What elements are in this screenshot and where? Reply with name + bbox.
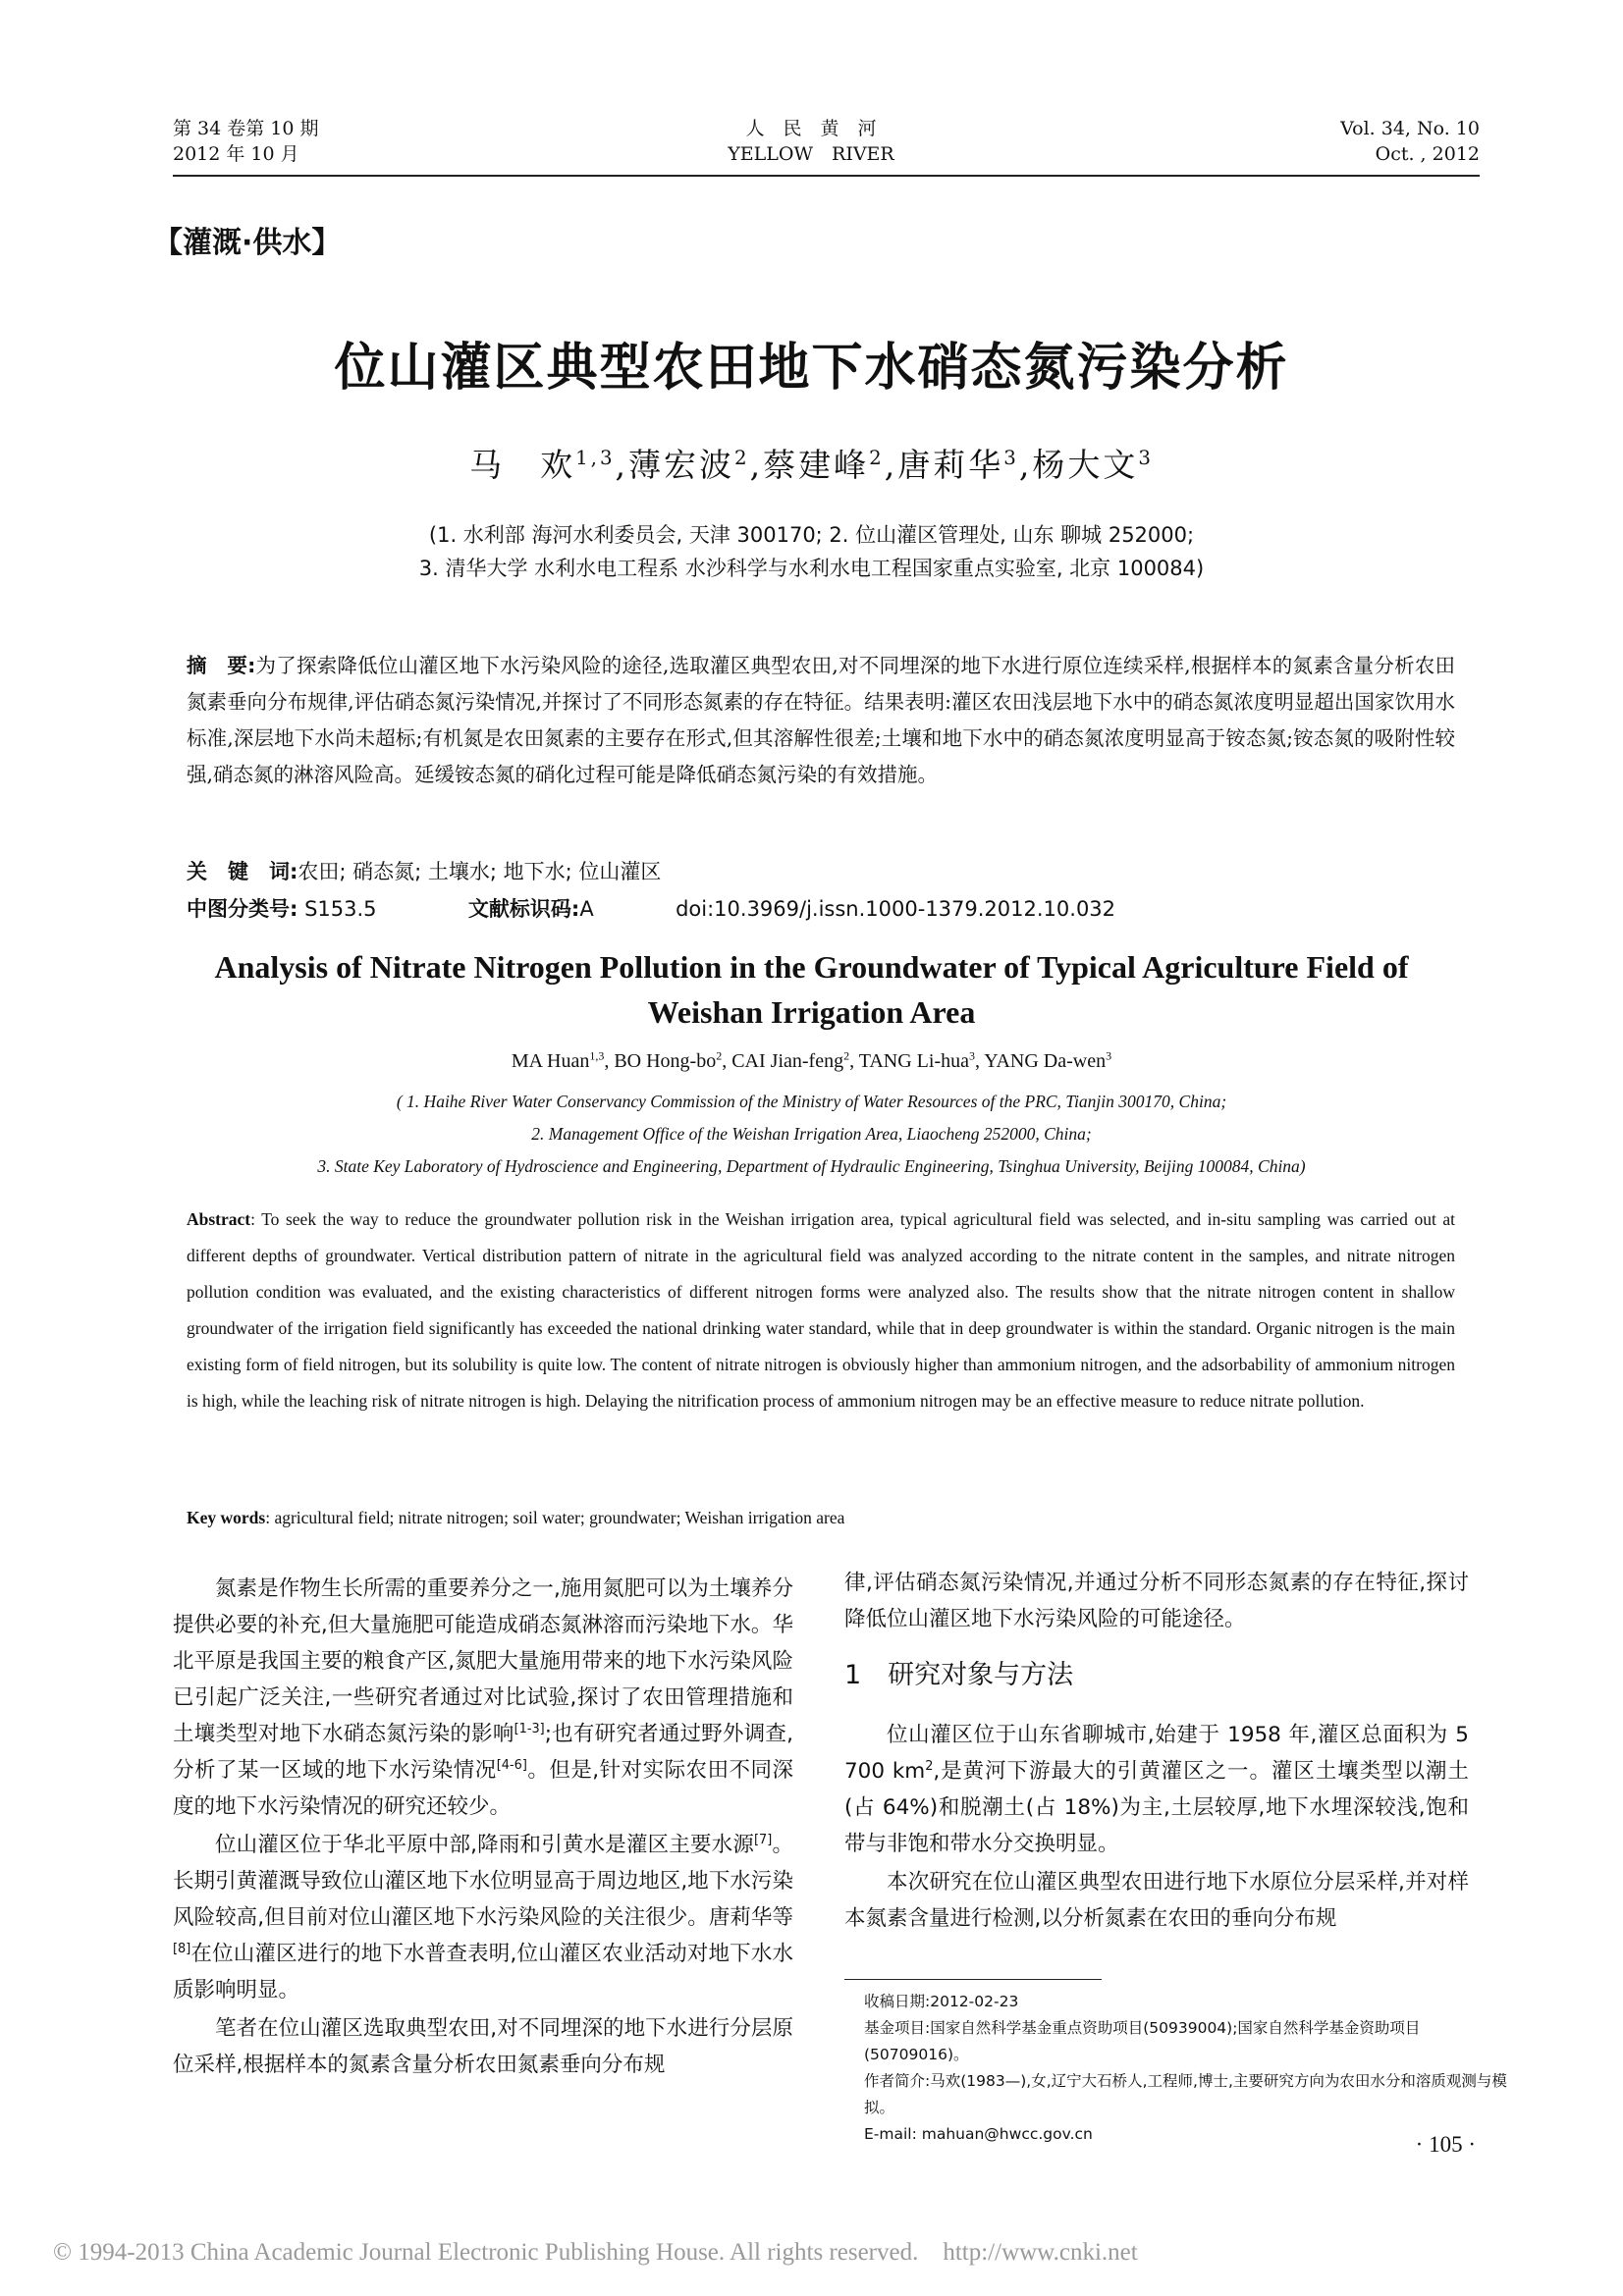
body-paragraph — [844, 1864, 1469, 1937]
english-title-line: Analysis of Nitrate Nitrogen Pollution in the Groundwater of Typical Agriculture Field of — [214, 949, 1409, 985]
author-en: BO Hong-bo — [614, 1050, 717, 1072]
header-journal — [615, 116, 1007, 167]
footnote-rule — [844, 1979, 1102, 1980]
header-rule — [173, 175, 1480, 177]
citation: [8] — [173, 1941, 191, 1956]
affiliations-en — [137, 1086, 1486, 1183]
body-paragraph — [173, 1827, 793, 2008]
keywords-en-text: : agricultural field; nitrate nitrogen; soil water; groundwater; Weishan irrigation area — [265, 1508, 845, 1527]
doi: doi:10.3969/j.issn.1000-1379.2012.10.032 — [676, 897, 1116, 921]
header-volume-en-line: Vol. 34, No. 10 — [1340, 118, 1480, 139]
english-title — [137, 944, 1486, 1035]
author-en-sup: 3 — [1106, 1048, 1112, 1063]
keywords-en-label: Key words — [187, 1508, 266, 1527]
page-title: 位山灌区典型农田地下水硝态氮污染分析 — [334, 339, 1289, 398]
authors-en: MA Huan$^{1,3}$, BO Hong-$bo^2$, CAI Jian-feng$^2$, TANG Li-hua$^3$, YANG Da-wen$^3$ — [511, 1048, 1112, 1072]
body-left-column — [173, 1571, 793, 2085]
body-text: 。长期引黄灌溉导致位山灌区地下水位明显高于周边地区,地下水污染风险较高,但目前对位山灌区地下水污染风险的关注很少。唐莉华等 — [173, 1833, 793, 1930]
body-text: 本次研究在位山灌区典型农田进行地下水原位分层采样,并对样本氮素含量进行检测,以分析氮素在农田的垂向分布规 — [844, 1870, 1469, 1931]
citation: [1-3] — [514, 1721, 545, 1736]
body-paragraph — [173, 1571, 793, 1825]
body-text: ,是黄河下游最大的引黄灌区之一。灌区土壤类型以潮土(占 64%)和脱潮土(占 18%)为主,土层较厚,地下水埋深较浅,饱和带与非饱和带水分交换明显。 — [844, 1759, 1469, 1856]
clc-value: S153.5 — [304, 897, 377, 921]
author-cn: 薄宏波 — [628, 446, 735, 484]
citation: [4-6] — [496, 1757, 527, 1773]
author-en-sup: 1,3 — [589, 1048, 605, 1063]
body-text: 笔者在位山灌区选取典型农田,对不同埋深的地下水进行分层原位采样,根据样本的氮素含量分析农田氮素垂向分布规 — [173, 2016, 793, 2077]
header-volume-cn: 第 34 卷第 10 期 — [173, 118, 319, 139]
keywords-en — [187, 1500, 1455, 1536]
body-text: ;也有研究者通过野外调查,分析了某一区域的地下水污染情况 — [173, 1722, 793, 1783]
header-date-en: Oct. , 2012 — [1375, 143, 1480, 165]
superscript: 2 — [925, 1758, 934, 1774]
keywords-cn-label: 关 键 词: — [187, 860, 298, 883]
body-text: 。但是,针对实际农田不同深度的地下水污染情况的研究还较少。 — [173, 1758, 793, 1819]
abstract-cn-label: 摘 要: — [187, 654, 256, 677]
footnote-fund: 基金项目:国家自然科学基金重点资助项目(50939004);国家自然科学基金资助项目(50709016)。 — [864, 2019, 1421, 2063]
author-en: MA Huan — [511, 1050, 590, 1072]
body-text: 律,评估硝态氮污染情况,并通过分析不同形态氮素的存在特征,探讨降低位山灌区地下水污染风险的可能途径。 — [844, 1571, 1469, 1631]
affiliation-cn-line: 3. 清华大学 水利水电工程系 水沙科学与水利水电工程国家重点实验室, 北京 100084) — [418, 557, 1205, 580]
keywords-cn-text: 农田; 硝态氮; 土壤水; 地下水; 位山灌区 — [298, 860, 662, 883]
body-text: 在位山灌区进行的地下水普查表明,位山灌区农业活动对地下水水质影响明显。 — [173, 1942, 793, 2002]
abstract-cn — [187, 648, 1455, 793]
affiliation-cn-line: (1. 水利部 海河水利委员会, 天津 300170; 2. 位山灌区管理处, 山东 聊城 252000; — [428, 523, 1195, 547]
page-number: · 105 · — [1415, 2132, 1476, 2157]
affiliation-en-line: 3. State Key Laboratory of Hydroscience and Engineering, Department of Hydraulic Engineering, Tsinghua University, Beijing 100084, China) — [317, 1156, 1306, 1176]
author-cn-sup: 3 — [1003, 447, 1019, 469]
author-en-sup: 2 — [843, 1048, 850, 1063]
author-cn-sup: 3 — [1138, 447, 1154, 469]
abstract-en-text: : To seek the way to reduce the groundwater pollution risk in the Weishan irrigation area, typical agricultural field was selected, and in-situ sampling was carried out at different depths of groundwater. Vertical distribution pattern of nitrate in the agricultural field was analyzed according to the nitrate content in the samples, and nitrate nitrogen pollution condition was evaluated, and the existing characteristics of different nitrogen forms were analyzed also. The results show that the nitrate nitrogen content in shallow groundwater of the irrigation field significantly has exceeded the national drinking water standard, while that in deep groundwater is within the standard. Organic nitrogen is the main existing form of field nitrogen, but its solubility is quite low. The content of nitrate nitrogen is obviously higher than ammonium nitrogen, and the adsorbability of ammonium nitrogen is high, while the leaching risk of nitrate nitrogen is high. Delaying the nitrification process of ammonium nitrogen may be an effective measure to reduce nitrate pollution. — [187, 1209, 1455, 1411]
affiliation-en-line: 2. Management Office of the Weishan Irrigation Area, Liaocheng 252000, China; — [531, 1124, 1092, 1144]
author-en: TANG Li-hua — [858, 1050, 969, 1072]
header-date-cn: 2012 年 10 月 — [173, 143, 299, 165]
abstract-cn-text: 为了探索降低位山灌区地下水污染风险的途径,选取灌区典型农田,对不同埋深的地下水进行原位连续采样,根据样本的氮素含量分析农田氮素垂向分布规律,评估硝态氮污染情况,并探讨了不同形态氮素的存在特征。结果表明:灌区农田浅层地下水中的硝态氮浓度明显超出国家饮用水标准,深层地下水尚未超标;有机氮是农田氮素的主要存在形式,但其溶解性很差;土壤和地下水中的硝态氮浓度明显高于铵态氮;铵态氮的吸附性较强,硝态氮的淋溶风险高。延缓铵态氮的硝化过程可能是降低硝态氮污染的有效措施。 — [187, 654, 1455, 786]
header-journal-cn: 人 民 黄 河 — [745, 118, 877, 139]
affiliations-cn — [137, 518, 1486, 585]
section-heading: 1 研究对象与方法 — [844, 1660, 1074, 1690]
author-cn: 蔡建峰 — [763, 446, 870, 484]
author-en-sup: 2 — [716, 1048, 723, 1063]
abstract-en-label: Abstract — [187, 1209, 251, 1229]
body-text: 位山灌区位于山东省聊城市,始建于 1958 年,灌区总面积为 5 700 km — [844, 1723, 1469, 1784]
header-journal-en: YELLOW RIVER — [728, 143, 894, 165]
footnote-author: 作者简介:马欢(1983—),女,辽宁大石桥人,工程师,博士,主要研究方向为农田水分和溶质观测与模拟。 — [864, 2072, 1507, 2116]
doc-code-value: A — [579, 897, 594, 921]
footnote-received: 收稿日期:2012-02-23 — [864, 1993, 1019, 2010]
body-text: 位山灌区位于华北平原中部,降雨和引黄水是灌区主要水源 — [215, 1833, 755, 1857]
author-cn: 唐莉华 — [897, 446, 1004, 484]
author-cn-sup: 2 — [869, 447, 885, 469]
body-paragraph — [844, 1717, 1469, 1862]
classification-line — [187, 893, 1455, 923]
body-text: 氮素是作物生长所需的重要养分之一,施用氮肥可以为土壤养分提供必要的补充,但大量施肥可能造成硝态氮淋溶而污染地下水。华北平原是我国主要的粮食产区,氮肥大量施用带来的地下水污染风险已引起广泛关注,一些研究者通过对比试验,探讨了农田管理措施和土壤类型对地下水硝态氮污染的影响 — [173, 1576, 793, 1746]
citation: [7] — [754, 1832, 773, 1847]
footnotes — [844, 1989, 1516, 2148]
english-title-line: Weishan Irrigation Area — [647, 994, 976, 1030]
header-issue — [173, 116, 319, 167]
section-tag: 【灌溉·供水】 — [153, 226, 342, 260]
author-cn-sup: 2 — [734, 447, 750, 469]
author-en: CAI Jian-feng — [731, 1050, 844, 1072]
clc-label: 中图分类号: — [187, 897, 298, 921]
doc-code-label: 文献标识码: — [467, 897, 580, 921]
author-en: YANG Da-wen — [984, 1050, 1107, 1072]
abstract-en — [187, 1201, 1455, 1419]
copyright-footer: © 1994-2013 China Academic Journal Electronic Publishing House. All rights reserved. http://www.cnki.net — [53, 2239, 1138, 2266]
author-cn-sup: 1,3 — [575, 447, 616, 469]
body-paragraph — [844, 1565, 1469, 1637]
affiliation-en-line: ( 1. Haihe River Water Conservancy Commission of the Ministry of Water Resources of the PRC, Tianjin 300170, China; — [396, 1092, 1227, 1111]
body-paragraph — [173, 2010, 793, 2083]
author-cn: 杨大文 — [1032, 446, 1139, 484]
header-volume-en — [1340, 116, 1480, 167]
author-en-sup: 3 — [968, 1048, 975, 1063]
authors-cn: 马 欢$^{1,3}$,薄宏波$^2$,蔡建峰$^2$,唐莉华$^3$,杨大文$^3$ — [469, 446, 1154, 484]
body-right-column — [844, 1565, 1469, 1939]
author-cn: 马 欢 — [469, 446, 576, 484]
keywords-cn — [187, 856, 1455, 885]
footnote-email: E-mail: mahuan@hwcc.gov.cn — [864, 2125, 1093, 2143]
